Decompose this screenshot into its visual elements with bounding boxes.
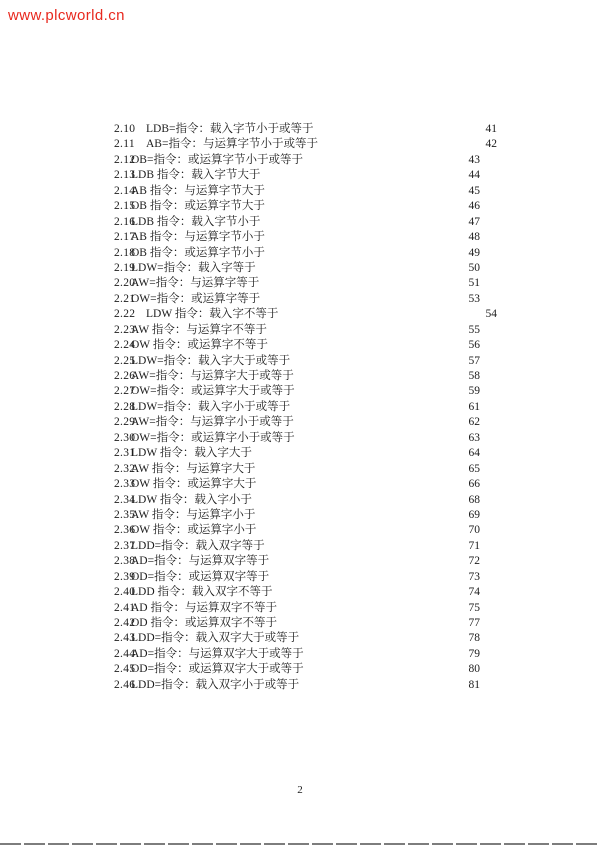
toc-entry-number: 2.40 [114,586,136,599]
toc-entry-title: AW 指令：与运算字大于 [131,462,256,475]
toc-entry-page[interactable]: 72 [468,555,480,568]
toc-entry[interactable] [0,246,600,261]
toc-entry[interactable] [0,215,600,230]
toc-entry-number: 2.41 [114,601,136,614]
toc-entry-number: 2.19 [114,261,136,274]
toc-entry-number: 2.26 [114,370,136,382]
toc-entry-number: 2.42 [114,617,136,629]
toc-entry-title: AD=指令：与运算双字大于或等于 [131,647,304,660]
toc-list [0,122,600,693]
toc-entry-number: 2.29 [114,416,136,429]
toc-entry-title: LDW 指令：载入字小于 [131,493,252,506]
toc-entry-title: LDW 指令：载入字大于 [131,447,252,460]
toc-entry-page[interactable]: 77 [468,617,480,629]
toc-entry-page[interactable]: 42 [485,138,497,151]
toc-entry-page[interactable]: 44 [468,169,480,182]
toc-entry-page[interactable]: 78 [468,632,480,645]
toc-entry-page[interactable]: 56 [468,339,480,352]
toc-entry-title: LDW=指令：载入字等于 [131,261,256,274]
toc-entry-number: 2.12 [114,153,136,166]
toc-entry-page[interactable]: 74 [468,586,480,599]
toc-entry-number: 2.35 [114,508,136,521]
toc-entry-page[interactable]: 71 [468,539,480,552]
toc-entry-number: 2.46 [114,678,136,691]
toc-entry[interactable] [0,400,600,415]
toc-entry-page[interactable]: 61 [468,400,480,413]
toc-entry[interactable] [0,369,600,384]
toc-entry-page[interactable]: 81 [468,678,480,691]
toc-entry-number: 2.16 [114,215,136,228]
toc-entry[interactable] [0,122,600,137]
toc-entry-title: OW=指令：或运算字小于或等于 [131,431,295,444]
toc-entry-page[interactable]: 68 [468,493,480,506]
toc-entry[interactable] [0,261,600,276]
toc-entry-page[interactable]: 47 [468,215,480,228]
toc-entry-title: LDD=指令：载入双字小于或等于 [131,678,300,691]
toc-entry[interactable] [0,554,600,569]
toc-entry-page[interactable]: 66 [468,478,480,491]
toc-entry[interactable] [0,137,600,152]
toc-entry-page[interactable]: 41 [485,123,497,135]
toc-entry-page[interactable]: 69 [468,508,480,521]
toc-entry-title: AD=指令：与运算双字等于 [131,555,270,568]
toc-entry-page[interactable]: 65 [468,462,480,475]
toc-entry-number: 2.39 [114,570,136,583]
toc-entry[interactable] [0,462,600,477]
toc-entry-number: 2.36 [114,524,136,537]
toc-entry-title: OD=指令：或运算双字大于或等于 [131,663,304,676]
toc-entry-title: LDB=指令：载入字节小于或等于 [146,123,314,135]
toc-entry[interactable] [0,292,600,307]
toc-entry-number: 2.43 [114,632,136,645]
toc-entry-title: LDW=指令：载入字大于或等于 [131,354,291,367]
toc-entry-page[interactable]: 75 [468,601,480,614]
toc-entry[interactable] [0,199,600,214]
toc-entry-title: LDW 指令：载入字不等于 [146,308,279,321]
toc-entry-title: AW=指令：与运算字等于 [131,277,260,290]
toc-entry[interactable] [0,585,600,600]
toc-entry-page[interactable]: 57 [468,354,480,367]
toc-entry-title: AW 指令：与运算字不等于 [131,323,267,336]
toc-entry[interactable] [0,601,600,616]
toc-entry[interactable] [0,276,600,291]
toc-entry-title: OB 指令：或运算字节小于 [131,246,265,259]
toc-entry[interactable] [0,508,600,523]
toc-entry-page[interactable]: 50 [468,261,480,274]
toc-entry-page[interactable]: 79 [468,647,480,660]
toc-entry-page[interactable]: 54 [485,308,497,321]
toc-entry-number: 2.37 [114,539,136,552]
toc-entry[interactable] [0,307,600,322]
toc-entry-number: 2.15 [114,200,136,213]
toc-entry-title: OW=指令：或运算字大于或等于 [131,385,295,398]
toc-entry-number: 2.21 [114,292,136,305]
toc-entry[interactable] [0,184,600,199]
toc-entry[interactable] [0,662,600,677]
toc-entry[interactable] [0,338,600,353]
toc-entry[interactable] [0,446,600,461]
toc-entry[interactable] [0,631,600,646]
toc-entry[interactable] [0,431,600,446]
toc-entry[interactable] [0,647,600,662]
toc-entry-title: AB=指令：与运算字节小于或等于 [146,138,318,151]
toc-entry-page[interactable]: 58 [468,370,480,382]
toc-entry-page[interactable]: 55 [468,323,480,336]
toc-entry-title: AD 指令：与运算双字不等于 [131,601,277,614]
toc-entry-page[interactable]: 70 [468,524,480,537]
toc-entry-number: 2.34 [114,493,136,506]
toc-entry[interactable] [0,323,600,338]
toc-entry-title: OW=指令：或运算字等于 [131,292,261,305]
toc-entry[interactable] [0,153,600,168]
toc-entry-page[interactable]: 59 [468,385,480,398]
toc-entry[interactable] [0,415,600,430]
toc-entry-page[interactable]: 45 [468,184,480,197]
toc-entry-title: OW 指令：或运算字不等于 [131,339,268,352]
toc-entry-title: LDB 指令：载入字节大于 [131,169,261,182]
toc-entry-number: 2.24 [114,339,136,352]
toc-entry-page[interactable]: 46 [468,200,480,213]
toc-entry[interactable] [0,168,600,183]
toc-entry-number: 2.32 [114,462,136,475]
toc-entry-page[interactable]: 43 [468,153,480,166]
toc-entry-number: 2.44 [114,647,136,660]
toc-entry-number: 2.13 [114,169,136,182]
toc-entry-page[interactable]: 64 [468,447,480,460]
toc-entry-number: 2.45 [114,663,136,676]
toc-entry-number: 2.23 [114,323,136,336]
toc-entry-page[interactable]: 49 [468,246,480,259]
toc-entry-number: 2.25 [114,354,136,367]
toc-entry-page[interactable]: 73 [468,570,480,583]
bottom-dashed-divider [0,843,600,845]
footer-page-number: 2 [297,784,303,796]
toc-entry-title: LDD=指令：载入双字大于或等于 [131,632,300,645]
toc-entry-title: OD=指令：或运算双字等于 [131,570,270,583]
toc-entry-title: OW 指令：或运算字大于 [131,478,257,491]
toc-entry-title: LDB 指令：载入字节小于 [131,215,261,228]
toc-entry-number: 2.22 [114,308,136,321]
toc-entry[interactable] [0,523,600,538]
toc-entry-page[interactable]: 63 [468,431,480,444]
toc-entry-title: AB 指令：与运算字节小于 [131,231,265,244]
toc-entry-title: OD 指令：或运算双字不等于 [131,617,277,629]
toc-entry[interactable] [0,384,600,399]
toc-entry-number: 2.27 [114,385,136,398]
toc-entry-number: 2.33 [114,478,136,491]
toc-entry-title: OB 指令：或运算字节大于 [131,200,265,213]
toc-entry-title: LDW=指令：载入字小于或等于 [131,400,291,413]
toc-entry-page[interactable]: 48 [468,231,480,244]
toc-entry-number: 2.11 [114,138,135,151]
toc-entry[interactable] [0,678,600,693]
toc-entry-title: AW 指令：与运算字小于 [131,508,256,521]
toc-entry-title: OW 指令：或运算字小于 [131,524,257,537]
toc-entry-number: 2.28 [114,400,136,413]
toc-entry[interactable] [0,493,600,508]
toc-entry-title: AB 指令：与运算字节大于 [131,184,265,197]
toc-entry-page[interactable]: 80 [468,663,480,676]
toc-entry-page[interactable]: 51 [468,277,480,290]
toc-entry[interactable] [0,230,600,245]
toc-entry[interactable] [0,354,600,369]
toc-entry-title: AW=指令：与运算字小于或等于 [131,416,294,429]
toc-entry[interactable] [0,570,600,585]
toc-entry-number: 2.14 [114,184,136,197]
toc-entry-number: 2.38 [114,555,136,568]
toc-entry-number: 2.18 [114,246,136,259]
toc-entry-number: 2.10 [114,123,136,135]
toc-entry-number: 2.20 [114,277,136,290]
toc-entry-title: LDD=指令：载入双字等于 [131,539,265,552]
toc-entry-title: AW=指令：与运算字大于或等于 [131,370,294,382]
toc-entry[interactable] [0,616,600,631]
toc-entry-number: 2.17 [114,231,136,244]
toc-entry[interactable] [0,477,600,492]
toc-entry-title: OB=指令：或运算字节小于或等于 [131,153,303,166]
toc-entry-page[interactable]: 53 [468,292,480,305]
toc-entry-number: 2.31 [114,447,136,460]
site-watermark: www.plcworld.cn [8,7,125,24]
toc-entry-page[interactable]: 62 [468,416,480,429]
toc-entry-title: LDD 指令：载入双字不等于 [131,586,273,599]
toc-entry[interactable] [0,539,600,554]
toc-entry-number: 2.30 [114,431,136,444]
